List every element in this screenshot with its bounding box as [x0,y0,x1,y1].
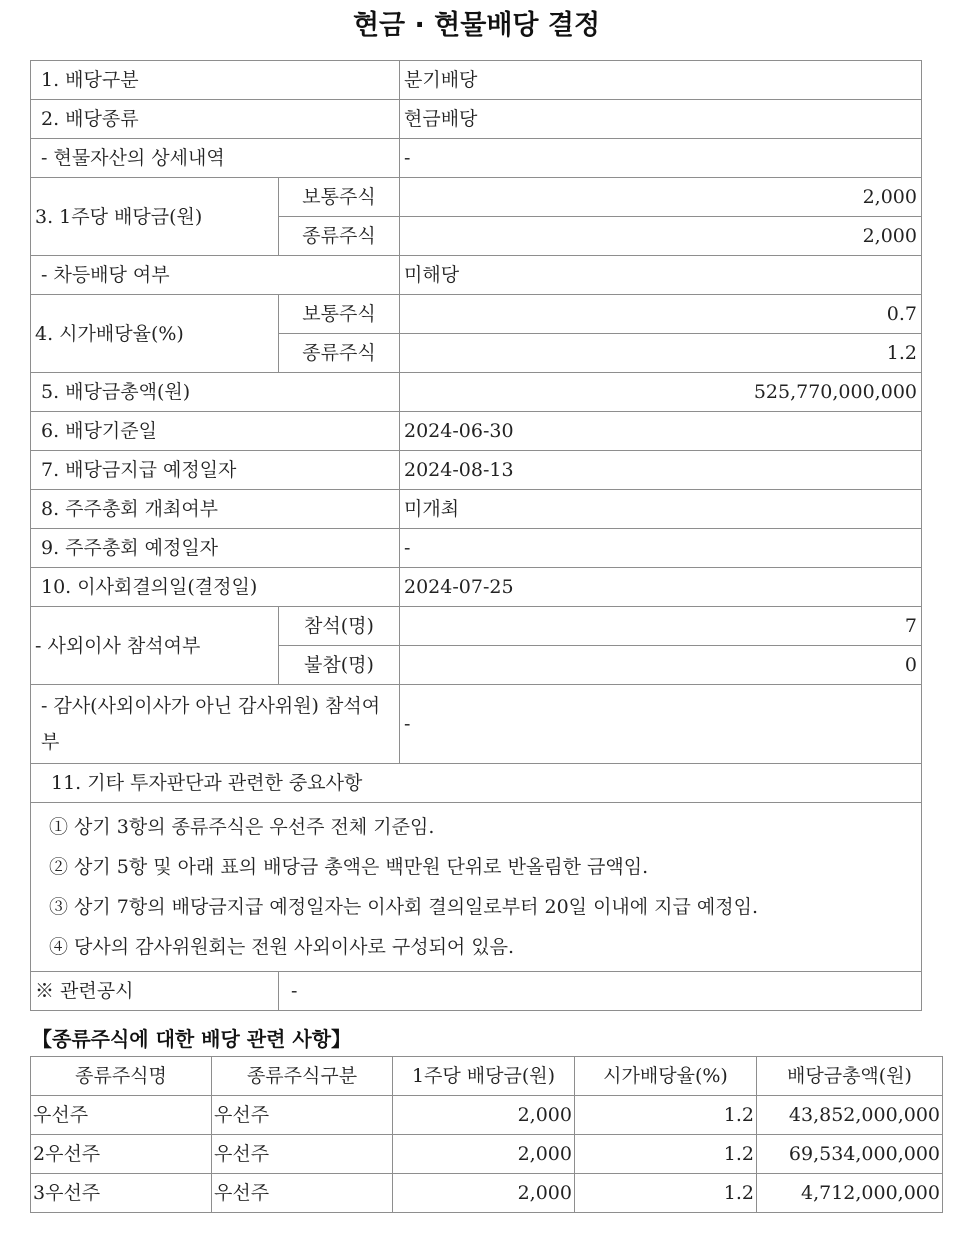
row-value: - [279,972,922,1011]
cell: 2우선주 [31,1135,212,1174]
row-label: 4. 시가배당율(%) [31,295,279,373]
column-header: 종류주식명 [31,1057,212,1096]
preferred-heading: 【종류주식에 대한 배당 관련 사항】 [32,1027,352,1051]
row-label: 2. 배당종류 [31,100,400,139]
table-row [31,764,922,803]
row-sublabel: 불참(명) [279,646,400,685]
row-label: 8. 주주총회 개최여부 [31,490,400,529]
row-value: 0 [400,646,922,685]
row-value: 2,000 [400,217,922,256]
note-item: ④ 당사의 감사위원회는 전원 사외이사로 구성되어 있음. [49,936,515,958]
cell: 1.2 [575,1135,757,1174]
table-row [31,295,922,334]
cell: 1.2 [575,1174,757,1213]
table-row [31,568,922,607]
table-header-row [31,1057,943,1096]
row-value: 분기배당 [400,61,922,100]
row-label: 6. 배당기준일 [31,412,400,451]
table-row [31,972,922,1011]
row-label: 9. 주주총회 예정일자 [31,529,400,568]
row-value: 2024-06-30 [400,412,922,451]
row-value: - [400,139,922,178]
notes-cell [31,803,922,972]
note-item: ① 상기 3항의 종류주식은 우선주 전체 기준임. [49,816,435,838]
row-sublabel: 참석(명) [279,607,400,646]
cell: 우선주 [31,1096,212,1135]
table-row [31,529,922,568]
cell: 우선주 [212,1174,393,1213]
row-sublabel: 종류주식 [279,334,400,373]
column-header: 배당금총액(원) [757,1057,943,1096]
table-row [31,100,922,139]
table-row [31,607,922,646]
cell: 69,534,000,000 [757,1135,943,1174]
row-value: 1.2 [400,334,922,373]
row-label: 7. 배당금지급 예정일자 [31,451,400,490]
row-value: 525,770,000,000 [400,373,922,412]
row-value: 2024-07-25 [400,568,922,607]
row-label: - 사외이사 참석여부 [31,607,279,685]
cell: 2,000 [393,1096,575,1135]
row-label: - 현물자산의 상세내역 [31,139,400,178]
table-row [31,412,922,451]
row-label: 1. 배당구분 [31,61,400,100]
table-row [31,373,922,412]
table-row [31,1174,943,1213]
row-value: 2,000 [400,178,922,217]
cell: 3우선주 [31,1174,212,1213]
dividend-decision-table [30,60,922,1011]
note-item: ③ 상기 7항의 배당금지급 예정일자는 이사회 결의일로부터 20일 이내에 지급 예정임. [49,896,759,918]
note-item: ② 상기 5항 및 아래 표의 배당금 총액은 백만원 단위로 반올림한 금액임. [49,856,649,878]
row-value: 현금배당 [400,100,922,139]
row-value: 미개최 [400,490,922,529]
row-label: - 감사(사외이사가 아닌 감사위원) 참석여부 [31,685,400,764]
row-label: 3. 1주당 배당금(원) [31,178,279,256]
table-row [31,178,922,217]
row-sublabel: 종류주식 [279,217,400,256]
cell: 1.2 [575,1096,757,1135]
table-row [31,139,922,178]
table-row [31,61,922,100]
table-row [31,803,922,972]
table-row [31,490,922,529]
table-row [31,256,922,295]
row-value: 7 [400,607,922,646]
cell: 우선주 [212,1135,393,1174]
page-title: 현금 · 현물배당 결정 [352,10,601,41]
row-label: 10. 이사회결의일(결정일) [31,568,400,607]
row-value: - [400,685,922,764]
row-label: - 차등배당 여부 [31,256,400,295]
column-header: 종류주식구분 [212,1057,393,1096]
column-header: 1주당 배당금(원) [393,1057,575,1096]
column-header: 시가배당율(%) [575,1057,757,1096]
table-row [31,1096,943,1135]
row-label: ※ 관련공시 [31,972,279,1011]
cell: 43,852,000,000 [757,1096,943,1135]
row-value: 0.7 [400,295,922,334]
cell: 4,712,000,000 [757,1174,943,1213]
table-row [31,685,922,764]
cell: 2,000 [393,1174,575,1213]
table-row [31,451,922,490]
cell: 우선주 [212,1096,393,1135]
row-sublabel: 보통주식 [279,295,400,334]
section-heading: 11. 기타 투자판단과 관련한 중요사항 [31,764,922,803]
preferred-dividend-table [30,1056,943,1213]
row-value: 미해당 [400,256,922,295]
cell: 2,000 [393,1135,575,1174]
row-value: 2024-08-13 [400,451,922,490]
row-value: - [400,529,922,568]
row-label: 5. 배당금총액(원) [31,373,400,412]
table-row [31,1135,943,1174]
row-sublabel: 보통주식 [279,178,400,217]
